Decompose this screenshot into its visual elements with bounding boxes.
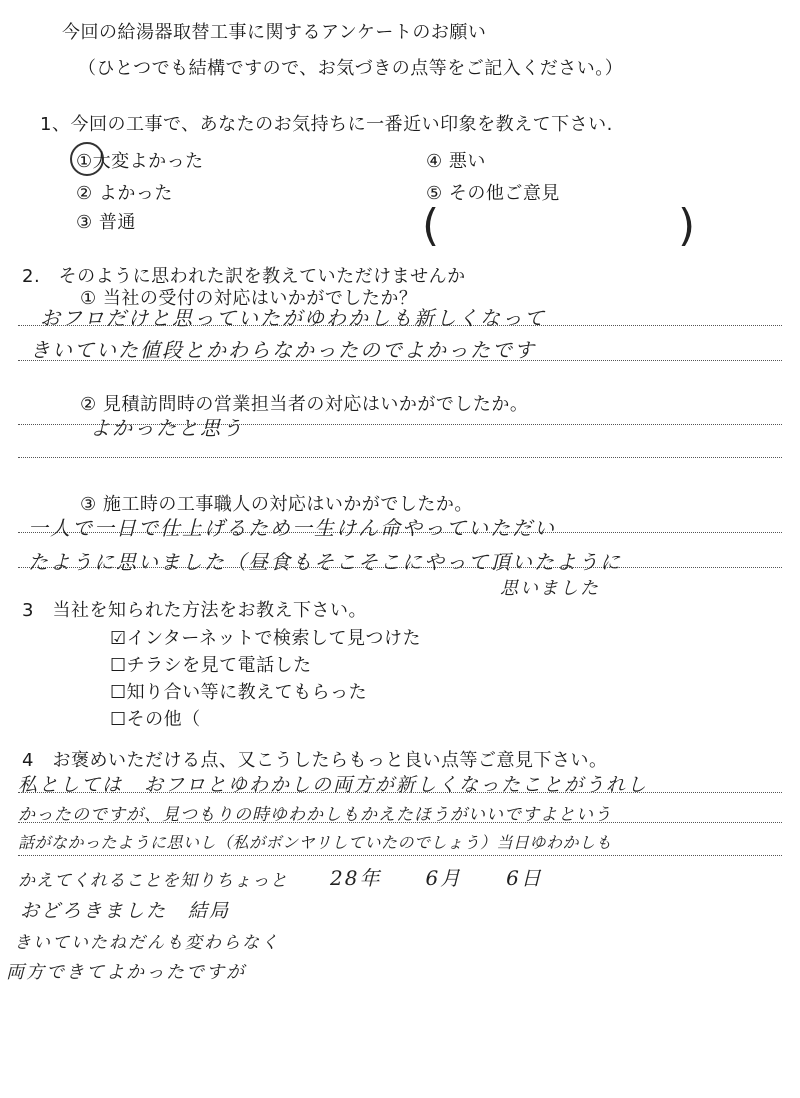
answer-line [18, 567, 782, 568]
q2-sub2: ② 見積訪問時の営業担当者の対応はいかがでしたか。 [80, 394, 529, 415]
q2-sub3: ③ 施工時の工事職人の対応はいかがでしたか。 [80, 494, 473, 515]
q2-answer3-line2: たように思いました（昼食もそこそこにやって頂いたように [28, 550, 622, 574]
q3-option-flyer: ☐チラシを見て電話した [110, 655, 312, 676]
answer-line [18, 424, 782, 425]
q2-answer1-line1: おフロだけと思っていたがゆわかしも新しくなって [40, 306, 546, 330]
form-title: 今回の給湯器取替工事に関するアンケートのお願い [62, 22, 487, 43]
q4-answer-after-line2: きいていたねだんも変わらなく [14, 933, 280, 953]
q2-sub1: ① 当社の受付の対応はいかがでしたか？ [80, 288, 418, 309]
q2-answer3-line3: 思いました [500, 578, 600, 599]
q2-title: 2. そのように思われた訳を教えていただけませんか [22, 266, 466, 287]
q4-answer-line3: 話がなかったように思いし（私がボンヤリしていたのでしょう）当日ゆわかしも [18, 833, 613, 852]
q2-answer1-line2: きいていた値段とかわらなかったのでよかったです [30, 338, 536, 362]
answer-line [18, 325, 782, 326]
q4-title: 4 お褒めいただける点、又こうしたらもっと良い点等ご意見下さい。 [22, 750, 608, 771]
q3-option-other: ☐その他（ [110, 709, 201, 730]
answer-line [18, 532, 782, 533]
q2-answer3-line1: 一人で一日で仕上げるため一生けん命やっていただい [28, 516, 556, 540]
q4-answer-line2: かったのですが、見つもりの時ゆわかしもかえたほうがいいですよという [18, 805, 612, 825]
q3-title: 3 当社を知られた方法をお教え下さい。 [22, 600, 367, 621]
q4-answer-after-line1: おどろきました 結局 [20, 900, 231, 922]
answer-line [18, 792, 782, 793]
q1-option-2: ② よかった [76, 183, 173, 204]
open-paren: ( [422, 200, 440, 251]
q1-option-1: ①大変よかった [76, 151, 204, 172]
q1-option-4: ④ 悪い [426, 151, 486, 172]
q4-answer-after-line3: 両方できてよかったですが [6, 962, 246, 983]
answer-line [18, 855, 782, 856]
form-subtitle: （ひとつでも結構ですので、お気づきの点等をご記入ください。） [78, 58, 624, 79]
close-paren: ) [678, 200, 696, 251]
q3-option-referral: ☐知り合い等に教えてもらった [110, 682, 368, 703]
q1-option-5: ⑤ その他ご意見 [426, 183, 560, 204]
q3-option-internet: ☑インターネットで検索して見つけた [110, 628, 422, 649]
q1-question: 1、今回の工事で、あなたのお気持ちに一番近い印象を教えて下さい. [40, 114, 613, 135]
q2-answer2: よかったと思う [90, 416, 244, 440]
answer-line [18, 457, 782, 458]
q4-answer-line1: 私としては おフロとゆわかしの両方が新しくなったことがうれし [18, 774, 649, 796]
q4-answer-line4: かえてくれることを知りちょっと [18, 871, 288, 891]
answer-line [18, 822, 782, 823]
response-date: 28年 6月 6日 [330, 866, 543, 890]
q1-option-3: ③ 普通 [76, 212, 136, 233]
answer-line [18, 360, 782, 361]
